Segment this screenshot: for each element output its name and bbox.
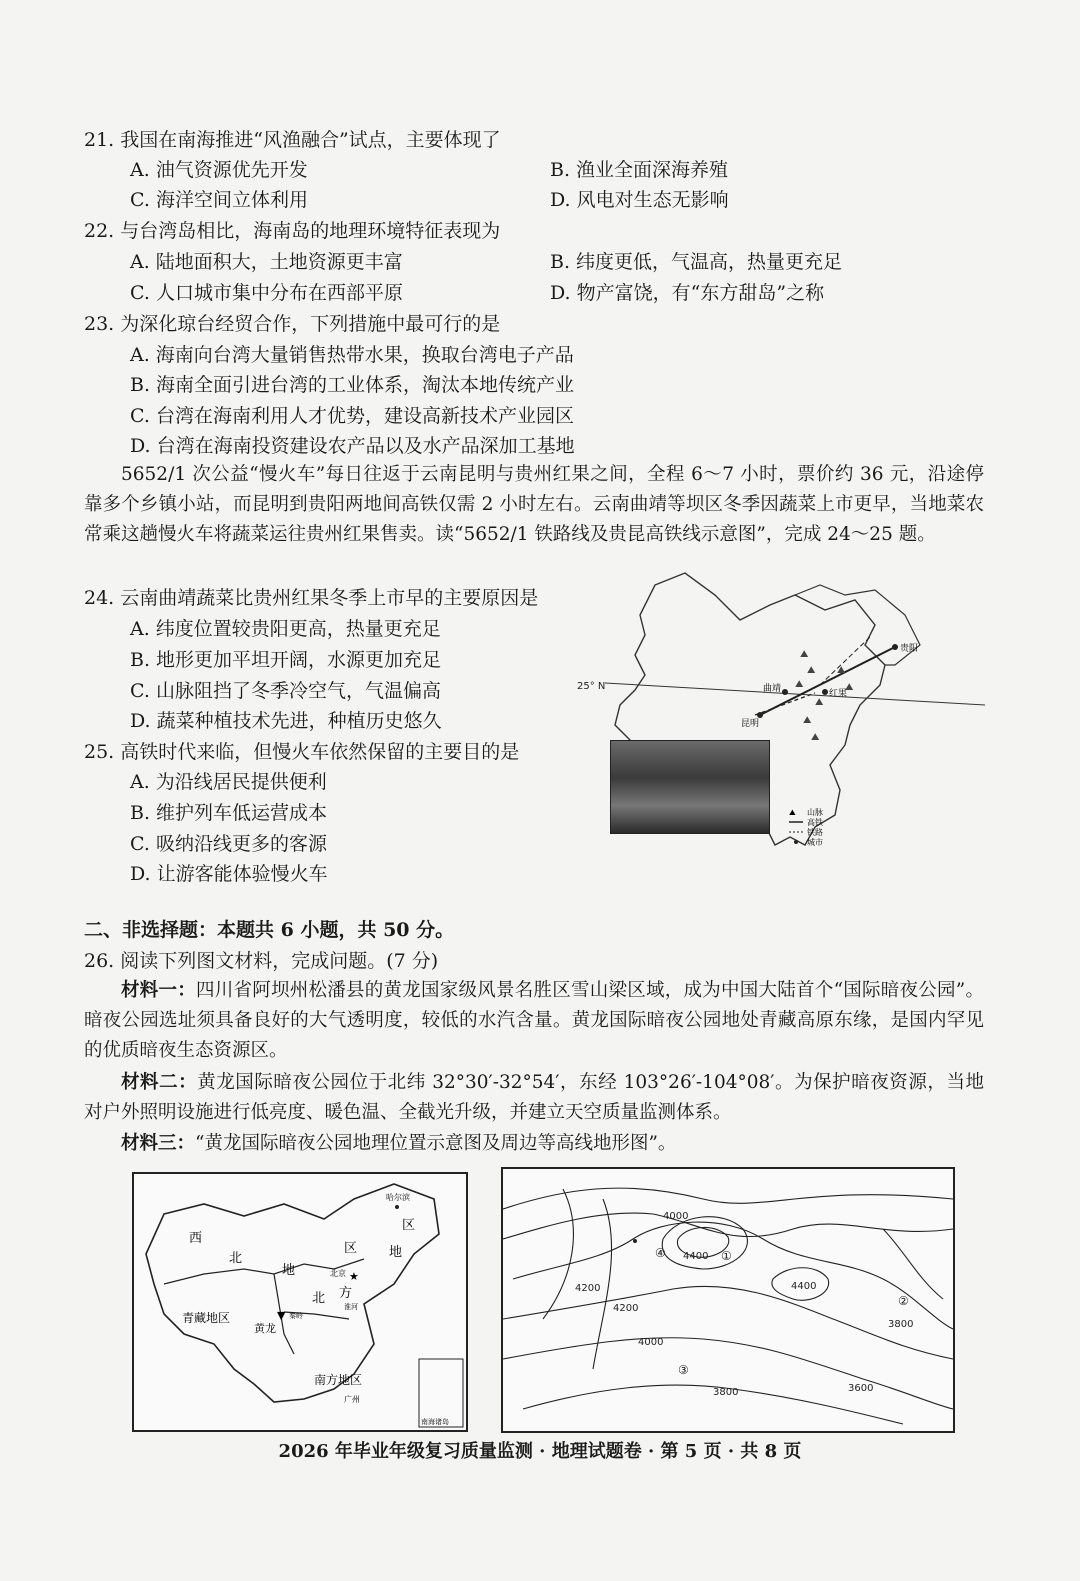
page-footer: 2026 年毕业年级复习质量监测 · 地理试题卷 · 第 5 页 · 共 8 页 [278, 1441, 802, 1462]
label-di2: 地 [389, 1245, 403, 1260]
label-nanfang: 南方地区 [314, 1373, 363, 1387]
svg-text:3800: 3800 [888, 1319, 914, 1330]
contour-labels [575, 1211, 913, 1398]
q21-option-c: C. 海洋空间立体利用 [130, 189, 308, 211]
svg-text:⛰: ⛰ [795, 679, 804, 690]
svg-text:高铁: 高铁 [807, 818, 823, 827]
svg-text:3800: 3800 [713, 1387, 739, 1398]
svg-text:南海诸岛: 南海诸岛 [421, 1418, 449, 1426]
map-legend [789, 807, 823, 847]
label-qingzang: 青藏地区 [182, 1311, 231, 1325]
material-2-text: 黄龙国际暗夜公园位于北纬 32°30′-32°54′，东经 103°26′-104°08′。为保护暗夜资源，当地对户外照明设施进行低亮度、暖色温、全截光升级，并建立天空质量监测体系。 [84, 1072, 984, 1123]
material-2-label: 材料二： [121, 1072, 198, 1093]
city-guiyang: 贵阳 [900, 644, 919, 654]
market-photo [610, 740, 770, 834]
label-qu2: 区 [402, 1218, 416, 1233]
svg-text:⛰: ⛰ [803, 715, 812, 726]
svg-text:④: ④ [655, 1246, 666, 1260]
q21-stem: 21. 我国在南海推进“风渔融合”试点，主要体现了 [84, 129, 501, 151]
svg-text:4400: 4400 [791, 1281, 817, 1292]
q21-option-a: A. 油气资源优先开发 [130, 159, 308, 181]
city-qujing: 曲靖 [763, 684, 782, 694]
q24-option-b: B. 地形更加平坦开阔，水源更加充足 [130, 649, 442, 671]
label-qu: 区 [344, 1241, 358, 1256]
material-2 [84, 1068, 984, 1128]
point-markers [655, 1246, 909, 1377]
high-speed-rail [760, 647, 895, 715]
q21-option-d: D. 风电对生态无影响 [550, 189, 729, 211]
material-1-text: 四川省阿坝州松潘县的黄龙国家级风景名胜区雪山梁区域，成为中国大陆首个“国际暗夜公园”。暗夜公园选址须具备良好的大气透明度，较低的水汽含量。黄龙国际暗夜公园地处青藏高原东缘，是国内罕见的优质暗夜生态资源区。 [84, 980, 984, 1061]
china-region-map [132, 1172, 468, 1432]
label-huaihe: 淮河 [344, 1303, 358, 1311]
svg-text:4000: 4000 [663, 1211, 689, 1222]
svg-text:③: ③ [678, 1363, 689, 1377]
city-kunming: 昆明 [741, 719, 760, 729]
svg-text:4200: 4200 [613, 1303, 639, 1314]
q22-stem: 22. 与台湾岛相比，海南岛的地理环境特征表现为 [84, 220, 501, 242]
material-3 [84, 1129, 984, 1159]
section-2-title: 二、非选择题：本题共 6 小题，共 50 分。 [84, 919, 455, 941]
q23-option-b: B. 海南全面引进台湾的工业体系，淘汰本地传统产业 [130, 374, 575, 396]
q25-option-a: A. 为沿线居民提供便利 [130, 771, 327, 793]
svg-text:⛰: ⛰ [815, 697, 824, 708]
material-1 [84, 976, 984, 1066]
city-huanglong: 黄龙 [254, 1322, 276, 1335]
contour-map [501, 1167, 955, 1433]
slow-railway [755, 693, 815, 715]
svg-text:铁路: 铁路 [807, 828, 823, 837]
city-harbin: 哈尔滨 [386, 1193, 410, 1202]
svg-text:山脉: 山脉 [807, 808, 823, 817]
q23-option-d: D. 台湾在海南投资建设农产品以及水产品深加工基地 [130, 435, 575, 457]
city-guangzhou: 广州 [344, 1395, 360, 1404]
city-hongguo: 红果 [829, 689, 848, 699]
svg-text:⛰: ⛰ [837, 665, 846, 676]
svg-text:3600: 3600 [848, 1383, 874, 1394]
label-bei: 北 [229, 1251, 243, 1266]
svg-text:②: ② [898, 1294, 909, 1308]
svg-text:4000: 4000 [638, 1337, 664, 1348]
q26-stem: 26. 阅读下列图文材料，完成问题。(7 分) [84, 950, 439, 972]
q25-stem: 25. 高铁时代来临，但慢火车依然保留的主要目的是 [84, 741, 520, 763]
svg-text:城市: 城市 [807, 838, 823, 847]
q22-option-a: A. 陆地面积大，土地资源更丰富 [130, 251, 403, 273]
svg-text:4200: 4200 [575, 1283, 601, 1294]
svg-text:⛰: ⛰ [789, 808, 796, 817]
svg-text:①: ① [721, 1249, 732, 1263]
q22-option-b: B. 纬度更低，气温高，热量更充足 [550, 251, 843, 273]
marker-icon: ▼ [277, 1309, 286, 1322]
svg-text:⛰: ⛰ [845, 682, 854, 693]
label-qinling: 秦岭 [289, 1312, 303, 1320]
city-beijing: 北京 [330, 1269, 346, 1278]
svg-text:4400: 4400 [683, 1251, 709, 1262]
label-xi: 西 [189, 1231, 203, 1246]
latitude-label: 25° N [577, 681, 606, 692]
svg-text:⛰: ⛰ [811, 732, 820, 743]
label-fang: 方 [339, 1286, 353, 1301]
q23-stem: 23. 为深化琼台经贸合作，下列措施中最可行的是 [84, 313, 501, 335]
label-di: 地 [282, 1263, 296, 1278]
q25-option-c: C. 吸纳沿线更多的客源 [130, 833, 327, 855]
q21-option-b: B. 渔业全面深海养殖 [550, 159, 729, 181]
svg-text:⛰: ⛰ [800, 649, 809, 660]
svg-text:⛰: ⛰ [807, 665, 816, 676]
china-outline [146, 1184, 439, 1402]
label-bei2: 北 [312, 1291, 326, 1306]
q23-option-c: C. 台湾在海南利用人才优势，建设高新技术产业园区 [130, 405, 574, 427]
q23-option-a: A. 海南向台湾大量销售热带水果，换取台湾电子产品 [130, 344, 574, 366]
star-icon: ★ [349, 1270, 359, 1283]
rail-arrow [820, 637, 870, 685]
material-3-label: 材料三： [121, 1133, 196, 1154]
material-1-label: 材料一： [121, 980, 197, 1001]
q24-option-c: C. 山脉阻挡了冬季冷空气，气温偏高 [130, 680, 441, 702]
q22-option-c: C. 人口城市集中分布在西部平原 [130, 282, 403, 304]
q25-option-b: B. 维护列车低运营成本 [130, 802, 328, 824]
material-24-25: 5652/1 次公益“慢火车”每日往返于云南昆明与贵州红果之间，全程 6～7 小时，票价约 36 元，沿途停靠多个乡镇小站，而昆明到贵阳两地间高铁仅需 2 小时左右。云南曲靖等坝区冬季因蔬菜上市更早，当地菜农常乘这趟慢火车将蔬菜运往贵州红果售卖。读“5652/1 铁路线及贵昆高铁线示意图”，完成 24～25 题。 [84, 464, 984, 545]
material-3-text: “黄龙国际暗夜公园地理位置示意图及周边等高线地形图”。 [195, 1133, 677, 1154]
q25-option-d: D. 让游客能体验慢火车 [130, 863, 328, 885]
q24-stem: 24. 云南曲靖蔬菜比贵州红果冬季上市早的主要原因是 [84, 587, 539, 609]
q24-option-a: A. 纬度位置较贵阳更高，热量更充足 [130, 618, 441, 640]
q24-option-d: D. 蔬菜种植技术先进，种植历史悠久 [130, 710, 442, 732]
q22-option-d: D. 物产富饶，有“东方甜岛”之称 [550, 282, 825, 304]
south-sea-inset [419, 1359, 463, 1427]
